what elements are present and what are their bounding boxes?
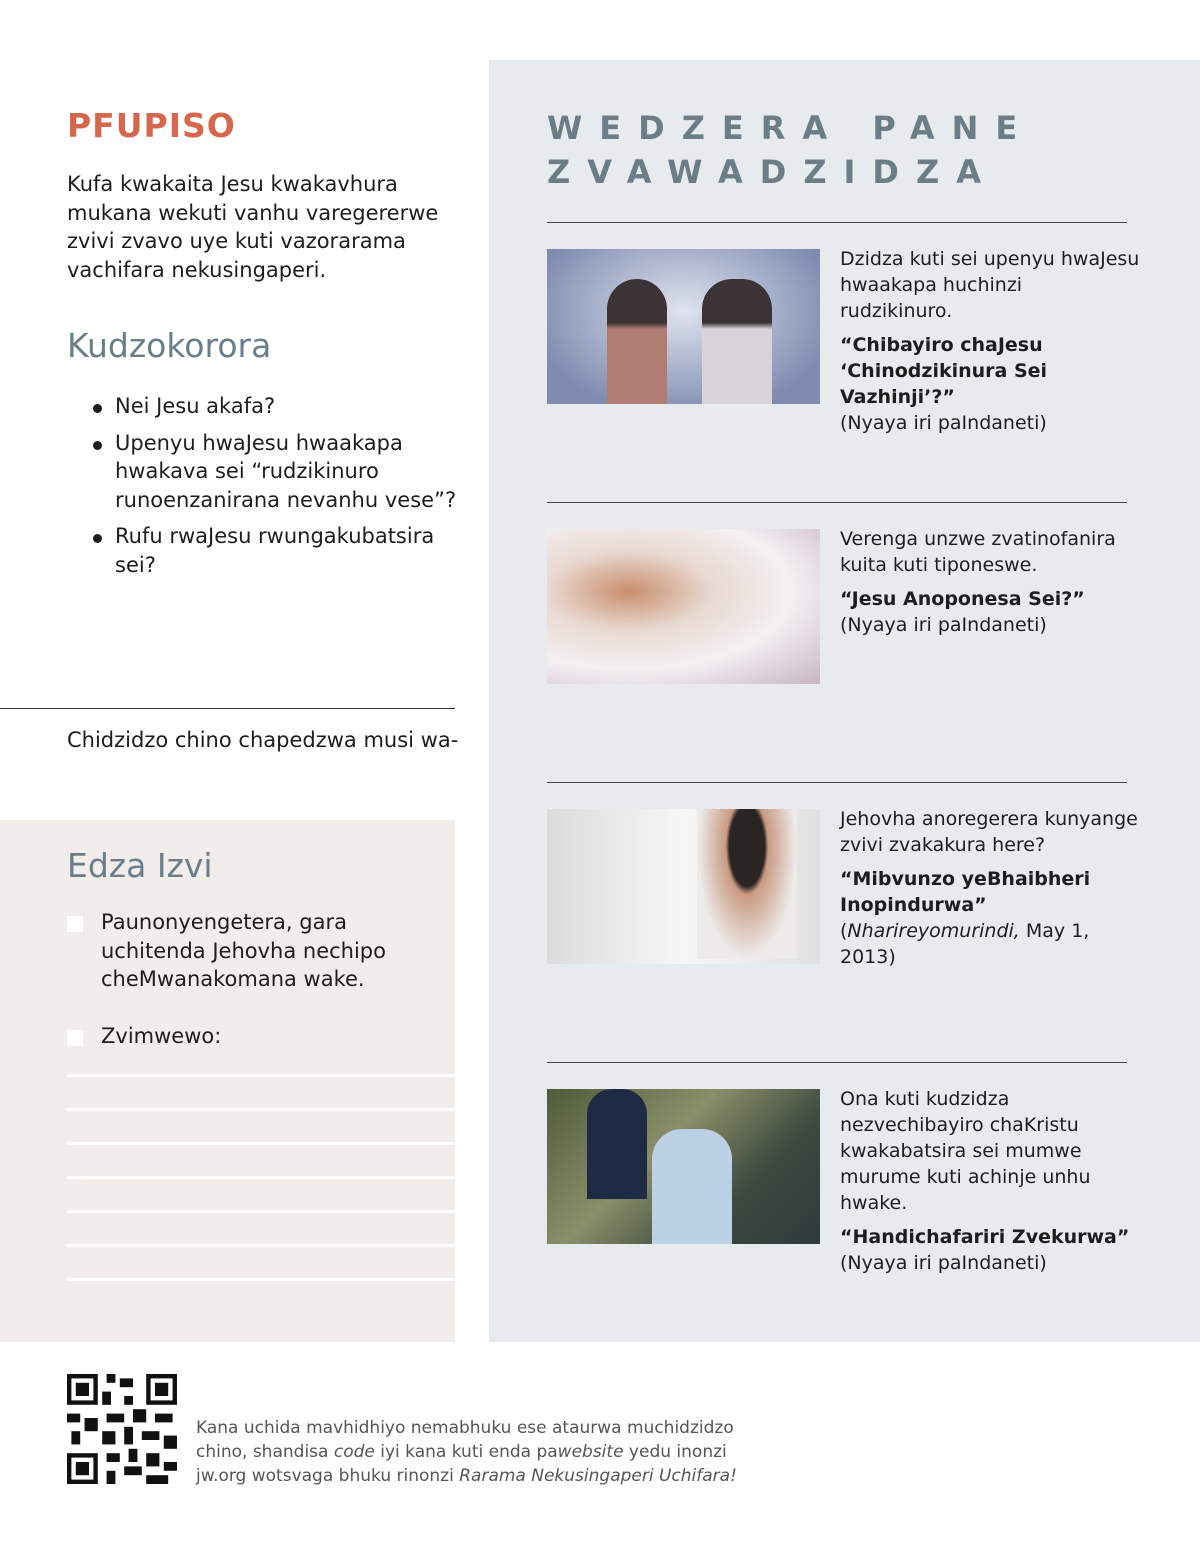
heading-line: WEDZERA PANE — [547, 109, 1035, 147]
divider — [547, 222, 1127, 223]
resource-title-block — [840, 866, 1140, 970]
summary-heading: PFUPISO — [67, 106, 236, 145]
resource-source: (Nyaya iri paIndaneti) — [840, 1252, 1047, 1274]
do-this-item: Zvimwewo: — [101, 1024, 222, 1048]
review-question: Upenyu hwaJesu hwaakapa hwakava sei “rudzikinuro runoenzanirana nevanhu vese”? — [90, 429, 460, 515]
write-line[interactable] — [67, 1278, 455, 1281]
learn-more-heading — [547, 106, 1034, 194]
do-this-item: Paunonyengetera, gara uchitenda Jehovha nechipo cheMwanakomana wake. — [101, 910, 386, 991]
footer-text: iyi kana kuti enda pa — [374, 1442, 558, 1462]
write-line[interactable] — [67, 1176, 455, 1179]
resource-description: Ona kuti kudzidza nezvechibayiro chaKristu kwakabatsira sei mumwe murume kuti achinje unhu hwake. — [840, 1088, 1091, 1214]
jesus-people-image — [547, 529, 820, 684]
divider — [547, 502, 1127, 503]
write-line[interactable] — [67, 1142, 455, 1145]
resource-item — [840, 806, 1140, 970]
resource-source: (Nyaya iri paIndaneti) — [840, 412, 1047, 434]
praying-man-image — [547, 809, 820, 964]
review-question: Rufu rwaJesu rwungakubatsira sei? — [90, 522, 460, 579]
resource-item — [840, 526, 1140, 638]
resource-description: Jehovha anoregerera kunyange zvivi zvakakura here? — [840, 808, 1138, 856]
resource-description: Verenga unzwe zvatinofanira kuita kuti tiponeswe. — [840, 528, 1116, 576]
review-questions — [90, 392, 460, 587]
qr-code-icon[interactable] — [67, 1374, 177, 1484]
do-this-heading: Edza Izvi — [67, 846, 213, 885]
resource-item — [840, 246, 1140, 436]
divider — [547, 1062, 1127, 1063]
do-this-panel — [0, 820, 455, 1342]
review-heading: Kudzokorora — [67, 326, 272, 365]
completion-date-line: Chidzidzo chino chapedzwa musi wa- — [67, 728, 459, 752]
footer-text: Kana uchida mavhidhiyo nemabhuku ese ataurwa muchidzidzo chino, shandisa — [196, 1418, 734, 1462]
footer-text: yedu inonzi jw.org wotsvaga bhuku rinonzi — [196, 1442, 727, 1486]
people-talking-image — [547, 1089, 820, 1244]
write-line[interactable] — [67, 1210, 455, 1213]
write-line[interactable] — [67, 1244, 455, 1247]
summary-text: Kufa kwakaita Jesu kwakavhura mukana wekuti vanhu varegererwe zvivi zvavo uye kuti vazorarama vachifara nekusingaperi. — [67, 172, 439, 282]
footer-text: website — [557, 1442, 624, 1462]
divider — [0, 708, 455, 709]
checkbox[interactable] — [67, 916, 83, 932]
resource-source: May 1, 2013) — [840, 920, 1090, 968]
divider — [547, 782, 1127, 783]
footer-note — [196, 1416, 776, 1488]
footer-text: code — [333, 1442, 375, 1462]
two-men-scale-image — [547, 249, 820, 404]
resource-title-link[interactable]: “Chibayiro chaJesu ‘Chinodzikinura Sei Vazhinji’?” — [840, 334, 1048, 408]
checkbox[interactable] — [67, 1030, 83, 1046]
resource-description: Dzidza kuti sei upenyu hwaJesu hwaakapa huchinzi rudzikinuro. — [840, 248, 1140, 322]
resource-item — [840, 1086, 1140, 1276]
resource-title-link[interactable]: “Handichafariri Zvekurwa” — [840, 1226, 1130, 1248]
review-question: Nei Jesu akafa? — [90, 392, 460, 421]
resource-source: ( — [840, 920, 848, 942]
resource-title-link[interactable]: “Mibvunzo yeBhaibheri Inopindurwa” — [840, 868, 1091, 916]
resource-title-link[interactable]: “Jesu Anoponesa Sei?” — [840, 588, 1085, 610]
book-title: Rarama Nekusingaperi Uchifara! — [459, 1466, 737, 1486]
write-line[interactable] — [67, 1074, 455, 1077]
heading-line: ZVAWADZIDZA — [547, 153, 998, 191]
resource-source: (Nyaya iri paIndaneti) — [840, 614, 1047, 636]
resource-source: Nharireyomurindi, — [847, 920, 1020, 942]
write-line[interactable] — [67, 1108, 455, 1111]
